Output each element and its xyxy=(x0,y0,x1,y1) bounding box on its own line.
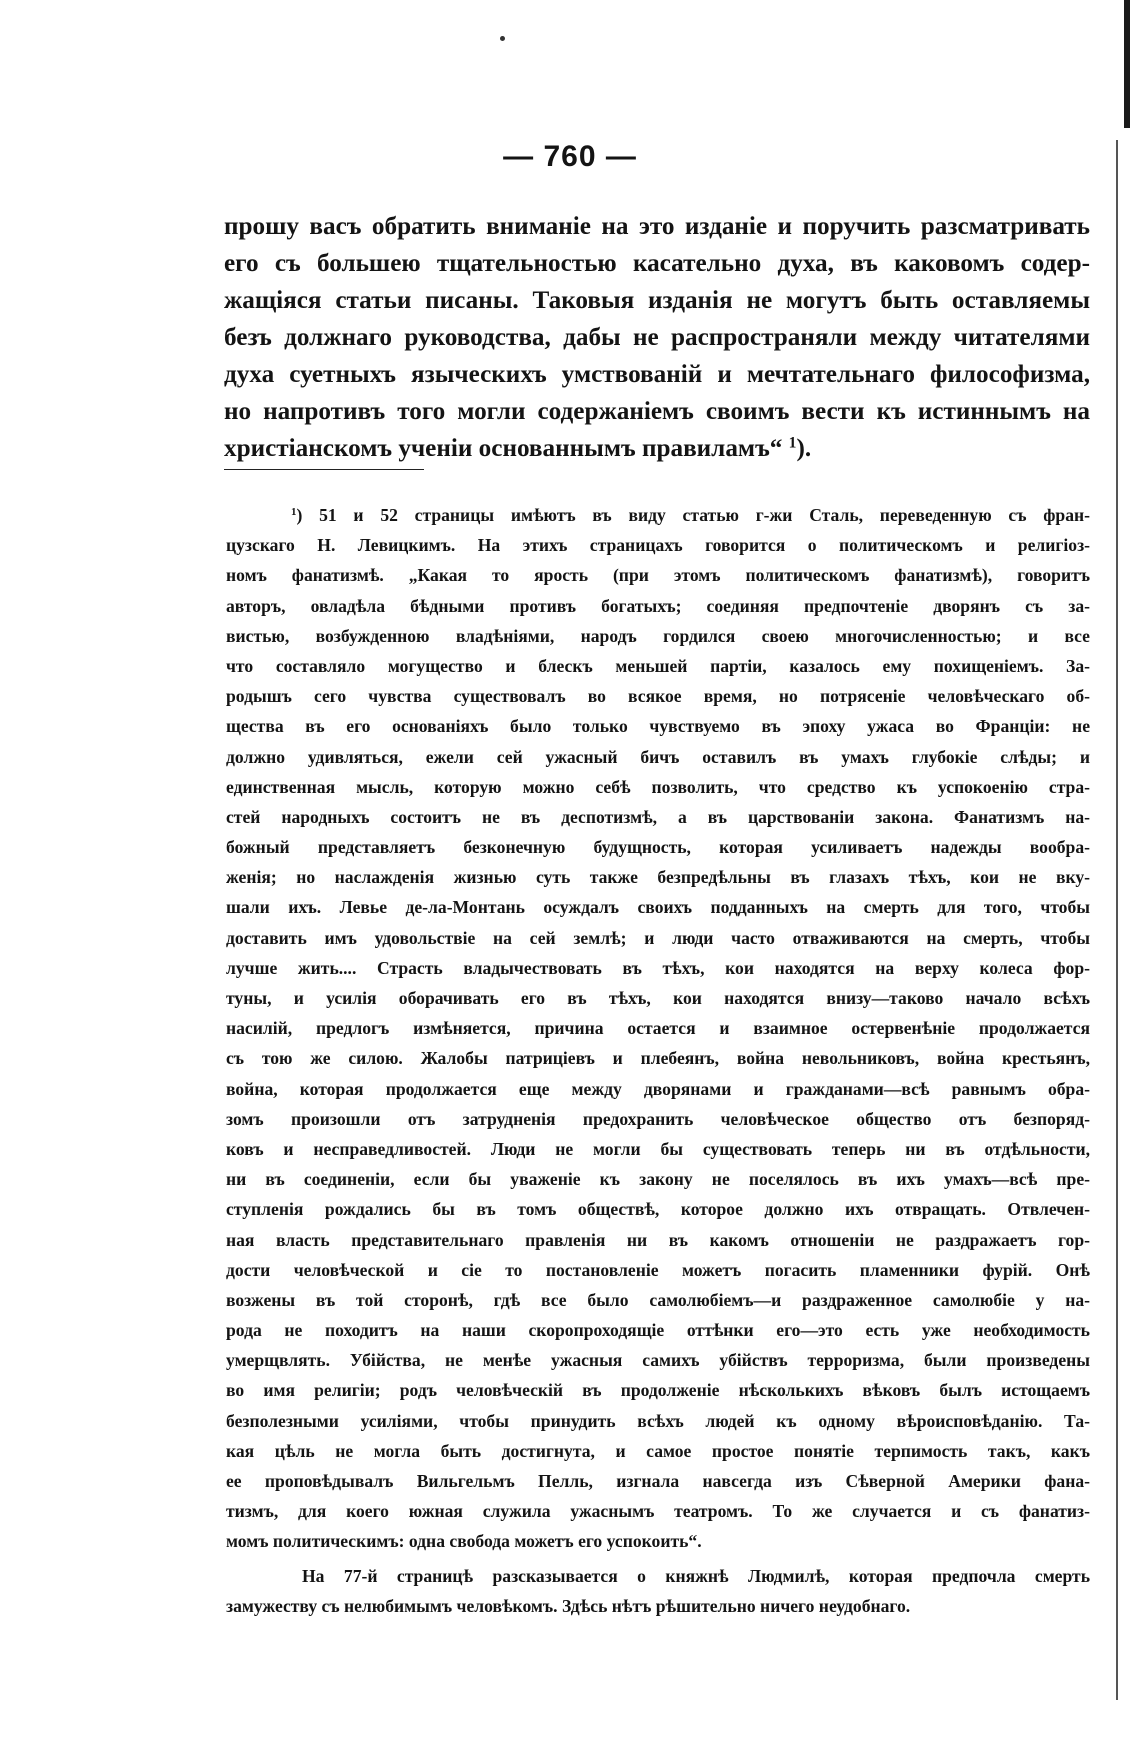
footnote-line: вистью, возбужденною владѣніями, народъ гордился своею многочисленностью; и все xyxy=(226,625,1090,646)
footnote-line: женія; но наслажденія жизнью суть также безпредѣльны въ глазахъ тѣхъ, кои не вку- xyxy=(226,867,1090,888)
footnote-line: что составляло могущество и блескъ меньшей партіи, казалось ему похищеніемъ. За- xyxy=(226,655,1090,676)
main-line: его съ большею тщательностью касательно духа, въ каковомъ содер- xyxy=(224,250,1090,277)
footnote-line: во имя религіи; родъ человѣческій въ продолженіе нѣсколькихъ вѣковъ былъ истощаемъ xyxy=(226,1380,1090,1401)
footnote-line: доставить имъ удовольствіе на сей землѣ; и люди часто отваживаются на смерть, чтобы xyxy=(226,927,1090,948)
footnote-line: авторъ, овладѣла бѣдными противъ богатыхъ; соединяя предпочтеніе дворянъ съ за- xyxy=(226,595,1090,616)
footnote-line: дости человѣческой и сіе то постановленіе можетъ погасить пламенники фурій. Онѣ xyxy=(226,1259,1090,1280)
scan-edge-mark xyxy=(1124,0,1130,128)
footnote-first-line xyxy=(226,500,1090,530)
footnote-line: должно удивляться, ежели сей ужасный бичъ оставилъ въ умахъ глубокіе слѣды; и xyxy=(226,746,1090,767)
footnote-line: цузскаго Н. Левицкимъ. На этихъ страницахъ говорится о политическомъ и религіоз- xyxy=(226,535,1090,556)
main-line: жащіяся статьи писаны. Таковыя изданія не могутъ быть оставляемы xyxy=(224,287,1090,314)
footnote-line: война, которая продолжается еще между дворянами и гражданами—всѣ равнымъ обра- xyxy=(226,1078,1090,1099)
footnote-line: На 77-й страницѣ разсказывается о княжнѣ Людмилѣ, которая предпочла смерть xyxy=(302,1565,1090,1586)
footnote-line: шали ихъ. Левье де-ла-Монтань осуждалъ своихъ подданныхъ на смерть для того, чтобы xyxy=(226,897,1090,918)
footnote-line: стей народныхъ состоитъ не въ деспотизмѣ, а въ царствованіи закона. Фанатизмъ на- xyxy=(226,806,1090,827)
footnote-line-text: 51 и 52 страницы имѣютъ въ виду статью г-жи Сталь, переведенную съ фран- xyxy=(302,505,1090,525)
main-line: духа суетныхъ языческихъ умствованій и мечтательнаго философизма, xyxy=(224,361,1090,388)
page-number: — 760 — xyxy=(503,140,637,173)
footnote-line-last: замужеству съ нелюбимымъ человѣкомъ. Здѣсь нѣтъ рѣшительно ничего неудобнаго. xyxy=(226,1595,911,1616)
footnote-line: туны, и усилія оборачивать его въ тѣхъ, кои находятся внизу—таково начало всѣхъ xyxy=(226,988,1090,1008)
footnote-line: ступленія рождались бы въ томъ обществѣ, которое должно ихъ отвращать. Отвлечен- xyxy=(226,1199,1090,1220)
main-paragraph xyxy=(224,208,1090,467)
main-line-tail: ). xyxy=(796,435,812,462)
footnote-second-paragraph xyxy=(226,1561,1090,1621)
footnote-line: щества въ его основаніяхъ было только чувствуемо въ эпоху ужаса во Франціи: не xyxy=(226,716,1090,737)
footnote-line: ная власть представительнаго правленія ни въ какомъ отношеніи не раздражаетъ гор- xyxy=(226,1229,1090,1250)
footnote-line: насилій, предлогъ измѣняется, причина остается и взаимное остервенѣніе продолжается xyxy=(226,1018,1090,1039)
footnote-line: номъ фанатизмѣ. „Какая то ярость (при этомъ политическомъ фанатизмѣ), говоритъ xyxy=(226,565,1090,586)
footnote-line: ковъ и несправедливостей. Люди не могли бы существовать теперь ни въ отдѣльности, xyxy=(226,1138,1090,1159)
footnote-line: лучше жить.... Страсть владычествовать въ тѣхъ, кои находятся на верху колеса фор- xyxy=(226,957,1090,978)
main-line: но напротивъ того могли содержаніемъ своимъ вести къ истиннымъ на xyxy=(224,398,1090,425)
scan-edge-line xyxy=(1116,140,1118,1700)
footnote-line: ни въ соединеніи, если бы уваженіе къ закону не поселялось въ ихъ умахъ—всѣ пре- xyxy=(226,1169,1090,1190)
footnote-divider xyxy=(224,469,424,470)
footnote-line: зомъ произошли отъ затрудненія предохранить человѣческое общество отъ безпоряд- xyxy=(226,1108,1090,1129)
footnote-line: ее проповѣдывалъ Вильгельмъ Пелль, изгнала навсегда изъ Сѣверной Америки фана- xyxy=(226,1471,1090,1491)
footnote-line: тизмъ, для коего южная служила ужаснымъ театромъ. То же случается и съ фанатиз- xyxy=(226,1501,1090,1522)
footnote-line: кая цѣль не могла быть достигнута, и самое простое понятіе терпимость такъ, какъ xyxy=(226,1440,1090,1461)
footnote-line: съ тою же силою. Жалобы патриціевъ и плебеянъ, война невольниковъ, война крестьянъ, xyxy=(226,1048,1090,1069)
footnote-line: умерщвлять. Убійства, не менѣе ужасныя самихъ убійствъ терроризма, были произведены xyxy=(226,1350,1090,1371)
main-line-last xyxy=(224,430,1090,467)
footnote-marker-paren: ) xyxy=(296,505,303,525)
footnote-block xyxy=(226,500,1090,1621)
footnote-line: единственная мысль, которую можно себѣ позволить, что средство къ успокоенію стра- xyxy=(226,776,1090,797)
footnote-line: рода не походитъ на наши скоропроходящіе оттѣнки его—это есть уже необходимость xyxy=(226,1320,1090,1341)
main-line-text: христіанскомъ ученіи основаннымъ правиламъ“ xyxy=(224,435,783,462)
scan-speck xyxy=(500,36,505,41)
main-line: прошу васъ обратить вниманіе на это изданіе и поручить разсматривать xyxy=(224,213,1090,240)
footnote-line-last: момъ политическимъ: одна свобода можетъ его успокоить“. xyxy=(226,1531,702,1552)
footnote-reference: 1 xyxy=(788,434,797,452)
footnote-line: божный представляетъ безконечную будущность, которая усиливаетъ надежды вообра- xyxy=(226,837,1090,858)
footnote-marker: 1 xyxy=(291,506,297,518)
footnote-line: безполезными усиліями, чтобы принудить всѣхъ людей къ одному вѣроисповѣданію. Та- xyxy=(226,1410,1090,1431)
footnote-line: родышъ сего чувства существовалъ во всякое время, но потрясеніе человѣческаго об- xyxy=(226,686,1090,707)
footnote-line: возжены въ той сторонѣ, гдѣ все было самолюбіемъ—и раздраженное самолюбіе у на- xyxy=(226,1289,1090,1310)
main-line: безъ должнаго руководства, дабы не распространяли между читателями xyxy=(224,324,1090,351)
